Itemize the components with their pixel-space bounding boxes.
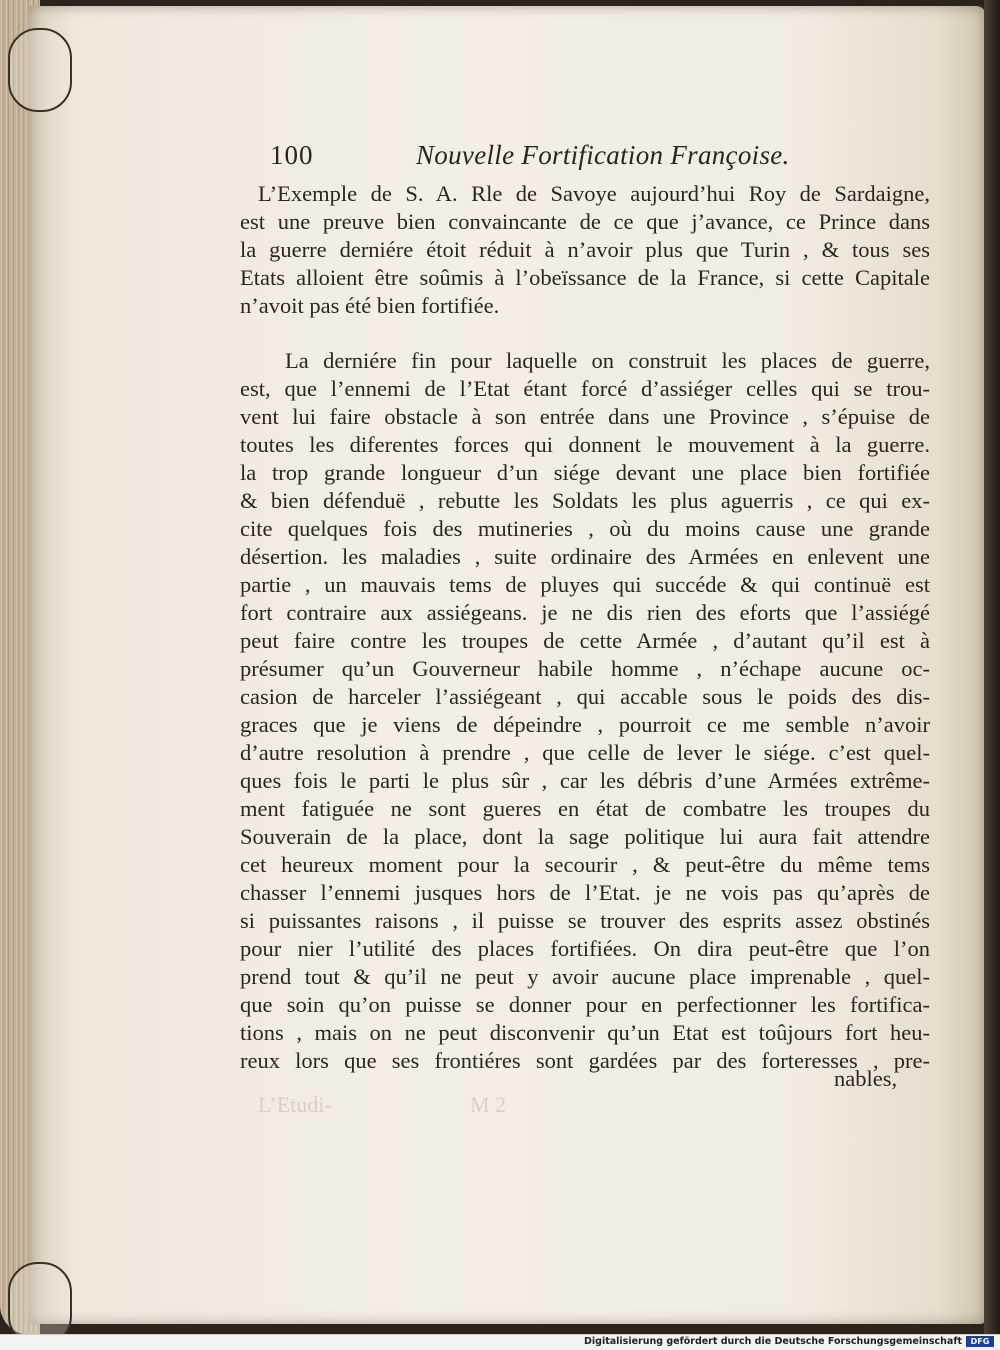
text-line: cet heureux moment pour la secourir , & peut-être du même tems: [240, 852, 930, 877]
page-header: [270, 140, 990, 180]
page-clip-top: [8, 28, 72, 112]
text-line: vent lui faire obstacle à son entrée dans une Province , s’épuise de: [240, 404, 930, 429]
page-number: 100: [270, 140, 314, 170]
catchword: nables,: [834, 1066, 898, 1091]
text-line: ques fois le parti le plus sûr , car les débris d’une Armées extrême-: [240, 768, 930, 793]
paragraph-1: [240, 180, 930, 320]
text-line: peut faire contre les troupes de cette Armée , d’autant qu’il est à: [240, 628, 930, 653]
footer-bar: [0, 1334, 1000, 1350]
text-line: L’Exemple de S. A. Rle de Savoye aujourd’hui Roy de Sardaigne,: [258, 181, 930, 206]
text-line: est une preuve bien convaincante de ce que j’avance, ce Prince dans: [240, 209, 930, 234]
text-line: reux lors que ses frontiéres sont gardées par des forteresses , pre-: [240, 1048, 930, 1073]
text-line: cite quelques fois des mutineries , où du moins cause une grande: [240, 516, 930, 541]
paragraph-2: [240, 347, 930, 1075]
text-line: fort contraire aux assiégeans. je ne dis rien des eforts que l’assiégé: [240, 600, 930, 625]
text-line: prend tout & qu’il ne peut y avoir aucune place imprenable , quel-: [240, 964, 930, 989]
text-line: Etats alloient être soûmis à l’obeïssance de la France, si cette Capitale: [240, 265, 930, 290]
body-text: [240, 180, 930, 1075]
text-line: La derniére fin pour laquelle on construit les places de guerre,: [285, 348, 930, 373]
text-line: que soin qu’on puisse se donner pour en perfectionner les fortifica-: [240, 992, 930, 1017]
text-line: chasser l’ennemi jusques hors de l’Etat. je ne vois pas qu’après de: [240, 880, 930, 905]
text-line: est, que l’ennemi de l’Etat étant forcé d’assiéger celles qui se trou-: [240, 376, 930, 401]
text-line: désertion. les maladies , suite ordinaire des Armées en enlevent une: [240, 544, 930, 569]
text-line: Souverain de la place, dont la sage politique lui aura fait attendre: [240, 824, 930, 849]
footer-credit: Digitalisierung gefördert durch die Deutsche Forschungsgemeinschaft: [584, 1336, 962, 1347]
text-line: ment fatiguée ne sont gueres en état de combatre les troupes du: [240, 796, 930, 821]
scan-background: [984, 0, 1000, 1335]
text-line: si puissantes raisons , il puisse se trouver des esprits assez obstinés: [240, 908, 930, 933]
text-line: la trop grande longueur d’un siége devant une place bien fortifiée: [240, 460, 930, 485]
show-through-text-right: M 2: [470, 1092, 507, 1117]
text-line: graces que je viens de dépeindre , pourroit ce me semble n’avoir: [240, 712, 930, 737]
text-line: la guerre derniére étoit réduit à n’avoir plus que Turin , & tous ses: [240, 237, 930, 262]
running-title: Nouvelle Fortification Françoise.: [416, 140, 790, 170]
text-line: toutes les diferentes forces qui donnent le mouvement à la guerre.: [240, 432, 930, 457]
text-line: pour nier l’utilité des places fortifiées. On dira peut-être que l’on: [240, 936, 930, 961]
text-line: présumer qu’un Gouverneur habile homme , n’échape aucune oc-: [240, 656, 930, 681]
text-line: tions , mais on ne peut disconvenir qu’un Etat est toûjours fort heu-: [240, 1020, 930, 1045]
show-through-text-left: L’Etudi-: [258, 1092, 332, 1117]
text-line: partie , un mauvais tems de pluyes qui succéde & qui continuë est: [240, 572, 930, 597]
text-line: & bien défenduë , rebutte les Soldats les plus aguerris , ce qui ex-: [240, 488, 930, 513]
text-line: casion de harceler l’assiégeant , qui accable sous le poids des dis-: [240, 684, 930, 709]
text-line: n’avoit pas été bien fortifiée.: [240, 293, 500, 318]
dfg-logo: DFG: [966, 1336, 994, 1347]
text-line: d’autre resolution à prendre , que celle de lever le siége. c’est quel-: [240, 740, 930, 765]
